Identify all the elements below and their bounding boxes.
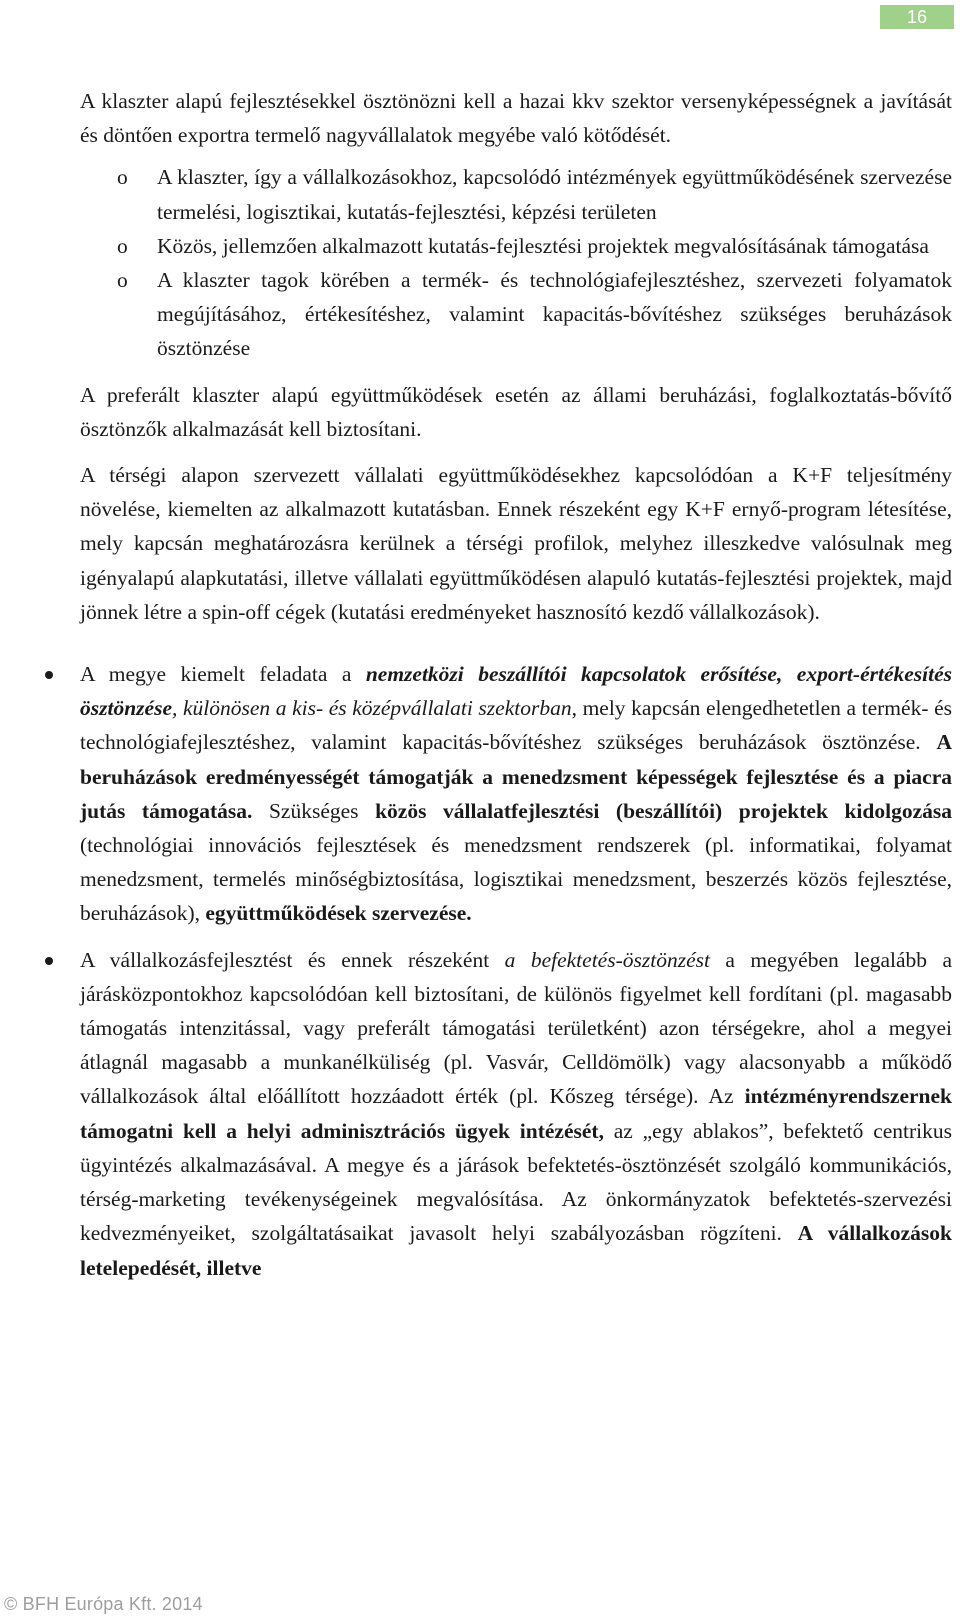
- sub-item-text: A klaszter tagok körében a termék- és technológiafejlesztéshez, szervezeti folyamatok megújításához, értékesítéshez, valamint kapacitás-bővítéshez szükséges beruházások ösztönzése: [157, 268, 952, 361]
- paragraph-klaszter-preference: A preferált klaszter alapú együttműködések esetén az állami beruházási, foglalkoztatás-bővítő ösztönzők alkalmazását kell biztosítani.: [80, 382, 952, 441]
- emphasis-bold-italic: nemzetközi beszállítói kapcsolatok erősítése, export-értékesítés ösztönzése: [80, 662, 953, 721]
- text-run: az „egy ablakos”, befektető centrikus ügyintézés alkalmazásával. A megye és a járások befektetés-ösztönzését szolgáló kommunikációs, térség-marketing tevékenységeinek megvalósítása. Az önkormányzatok befektetés-szervezési kedvezményeiket, szolgáltatásaikat javasolt helyi szabályozásban rögzíteni.: [80, 1118, 952, 1246]
- bullet-item-export: [80, 657, 952, 931]
- emphasis-italic: a befektetés-ösztönzést: [504, 947, 710, 972]
- text-run: a megyében legalább a járásközpontokhoz kapcsolódóan kell biztosítani, de különös figyelmet kell fordítani (pl. magasabb támogatás intenzitással, vagy preferált támogatási területként) azon térségekre, ahol a megyei átlagnál magasabb a munkanélküliség (pl. Vasvár, Celldömölk) vagy alacsonyabb a működő vállalkozások által előállított hozzáadott érték (pl. Kőszeg térsége). Az: [80, 947, 952, 1109]
- sub-list-item: [80, 160, 952, 228]
- emphasis-bold: intézményrendszernek támogatni kell a helyi adminisztrációs ügyek intézését,: [80, 1084, 952, 1143]
- sub-list-item: [80, 263, 952, 366]
- emphasis-bold: A vállalkozások letelepedését, illetve: [80, 1221, 952, 1280]
- bullet-item-investment: [80, 943, 952, 1285]
- text-run: A megye kiemelt feladata a: [80, 662, 366, 687]
- footer-copyright: © BFH Európa Kft. 2014: [4, 1594, 203, 1614]
- bullet-icon: [45, 671, 53, 679]
- list-marker: o: [117, 165, 128, 190]
- emphasis-bold: A beruházások eredményességét támogatják a menedzsment képességek fejlesztése és a piacra jutás támogatása.: [80, 730, 952, 823]
- sub-item-text: Közös, jellemzően alkalmazott kutatás-fejlesztési projektek megvalósításának támogatása: [157, 233, 929, 258]
- text-run: A vállalkozásfejlesztést és ennek részeként: [80, 947, 505, 972]
- emphasis-italic: , különösen a kis- és középvállalati szektorban: [171, 696, 572, 721]
- emphasis-bold: közös vállalatfejlesztési (beszállítói) projektek kidolgozása: [375, 798, 952, 823]
- page-number: 16: [880, 5, 954, 29]
- text-run: Szükséges: [252, 798, 376, 823]
- emphasis-bold: együttműködések szervezése.: [205, 901, 472, 926]
- document-body: [80, 84, 952, 1285]
- paragraph-kf: A térségi alapon szervezett vállalati együttműködésekhez kapcsolódóan a K+F teljesítmény növelése, kiemelten az alkalmazott kutatásban. Ennek részeként egy K+F ernyő-program létesítése, mely kapcsán meghatározásra kerülnek a térségi profilok, melyhez illeszkedve valósulnak meg igényalapú alapkutatási, illetve vállalati együttműködésen alapuló kutatás-fejlesztési projektek, majd jönnek létre a spin-off cégek (kutatási eredményeket hasznosító kezdő vállalkozások).: [80, 463, 952, 624]
- text-run: , mely kapcsán elengedhetetlen a termék- és technológiafejlesztéshez, valamint kapacitás-bővítéshez szükséges beruházások ösztönzése.: [80, 696, 952, 755]
- sub-list: [80, 160, 952, 365]
- list-marker: o: [117, 268, 128, 293]
- list-marker: o: [117, 233, 128, 258]
- intro-paragraph: A klaszter alapú fejlesztésekkel ösztönözni kell a hazai kkv szektor versenyképességnek a javítását és döntően exportra termelő nagyvállalatok megyébe való kötődését.: [80, 89, 952, 148]
- sub-list-item: [80, 229, 952, 263]
- bullet-icon: [45, 957, 53, 965]
- sub-item-text: A klaszter, így a vállalkozásokhoz, kapcsolódó intézmények együttműködésének szervezése termelési, logisztikai, kutatás-fejlesztési, képzési területen: [157, 165, 952, 224]
- text-run: (technológiai innovációs fejlesztések és menedzsment rendszerek (pl. informatikai, folyamat menedzsment, termelés minőségbiztosítása, logisztikai menedzsment, beszerzés közös fejlesztése, beruházások),: [80, 833, 952, 926]
